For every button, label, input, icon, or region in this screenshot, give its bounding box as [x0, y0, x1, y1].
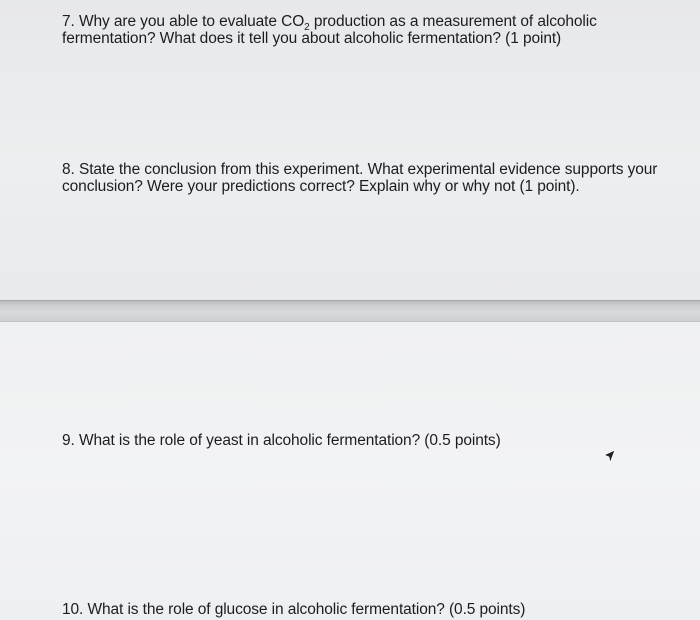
question-9	[62, 432, 622, 449]
question-8	[62, 161, 662, 195]
question-7-text-start: Why are you able to evaluate CO	[78, 13, 305, 30]
worksheet-page-top	[0, 0, 700, 300]
question-7-number: 7.	[62, 13, 75, 30]
question-7-text-end: production as a measurement of alcoholic fermentation? What does it tell you about alcoholic fermentation? (1 point)	[62, 13, 597, 47]
worksheet-page-bottom	[0, 322, 700, 620]
page-fold-divider	[0, 300, 700, 322]
question-7	[62, 13, 662, 47]
question-10	[62, 601, 622, 618]
mouse-pointer-icon	[602, 449, 616, 465]
question-8-number: 8.	[62, 161, 75, 178]
question-9-text: What is the role of yeast in alcoholic fermentation? (0.5 points)	[78, 432, 501, 449]
question-9-number: 9.	[62, 432, 75, 449]
question-10-number: 10.	[62, 601, 84, 618]
question-10-text: What is the role of glucose in alcoholic fermentation? (0.5 points)	[87, 601, 526, 618]
question-8-text: State the conclusion from this experiment. What experimental evidence supports your conclusion? Were your predictions correct? Explain why or why not (1 point).	[62, 161, 658, 195]
question-7-subscript: 2	[304, 22, 310, 34]
